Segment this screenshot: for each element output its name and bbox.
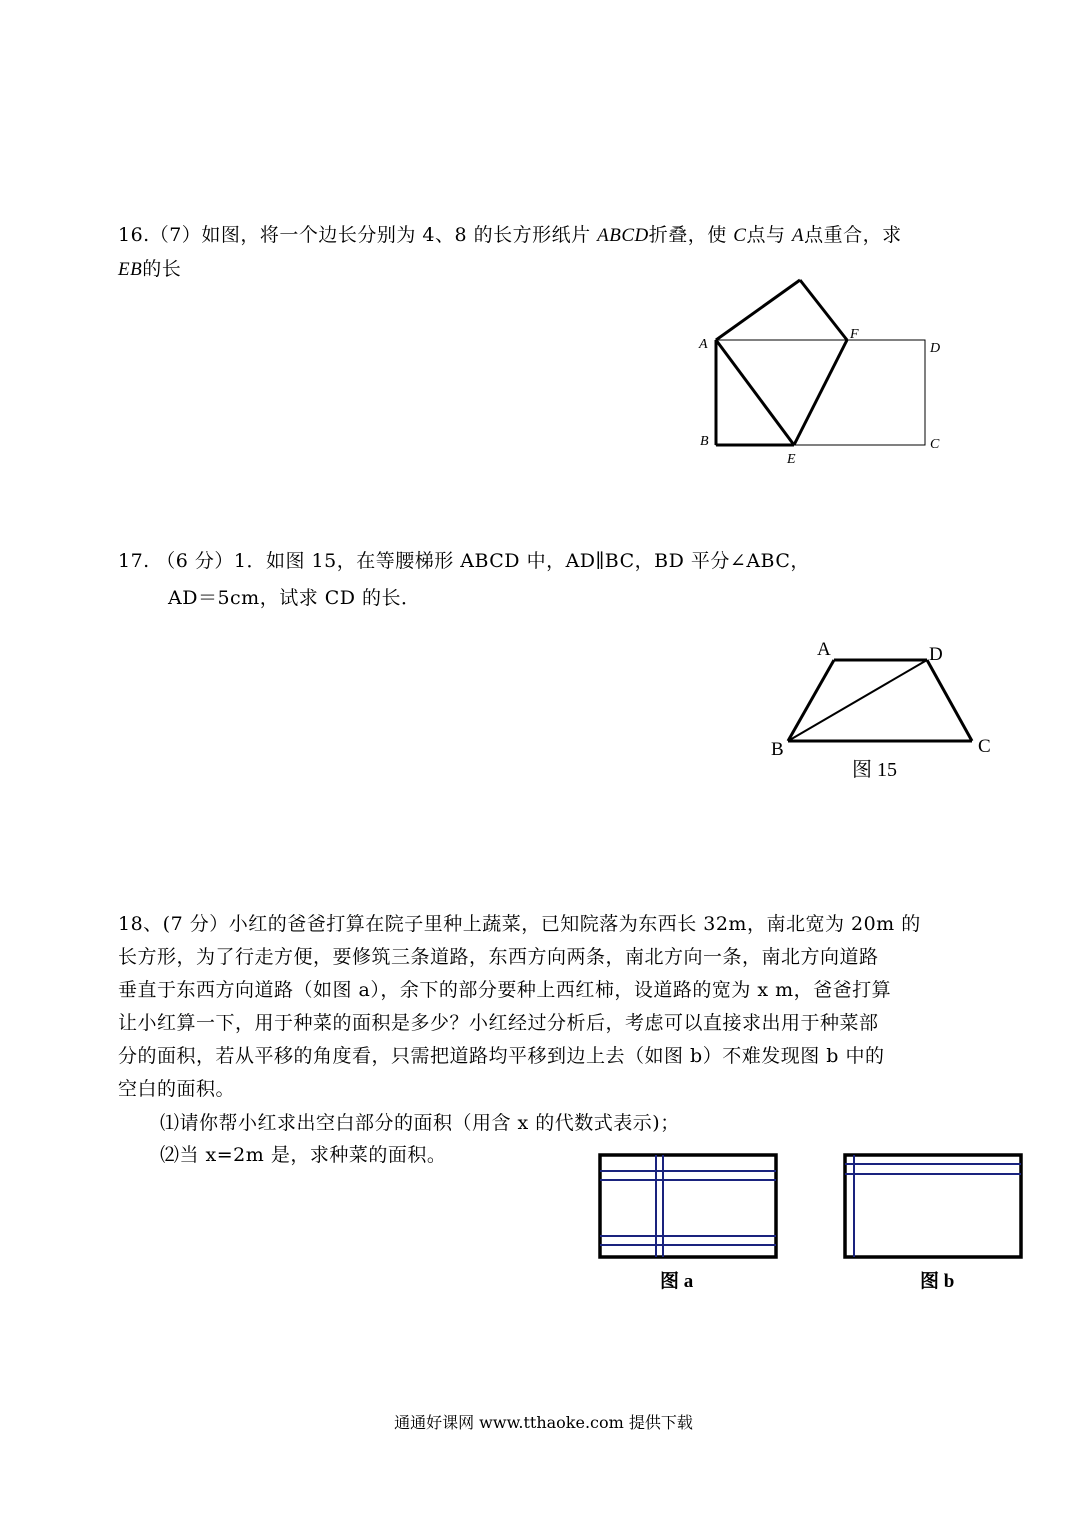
q16-score: （7）	[149, 224, 202, 246]
q16-text-part1: 如图，将一个边长分别为 4、8 的长方形纸片	[201, 224, 598, 246]
q16-line1	[118, 220, 902, 247]
label-c: C	[978, 736, 991, 757]
q18-line: 空白的面积。	[118, 1078, 236, 1100]
label-d: D	[930, 341, 941, 356]
q16-text-part4: 点重合，求	[804, 224, 902, 246]
figure-caption: 图 15	[852, 759, 897, 781]
q18-paragraph	[118, 908, 978, 1106]
caption-b: 图 b	[920, 1271, 955, 1292]
q16-line2	[118, 254, 181, 281]
q18-line: 让小红算一下，用于种菜的面积是多少？小红经过分析后，考虑可以直接求出用于种菜部	[118, 1012, 879, 1034]
yard-outline-b	[845, 1155, 1021, 1257]
q18-line: 长方形，为了行走方便，要修筑三条道路，东西方向两条，南北方向一条，南北方向道路	[118, 946, 879, 968]
label-a: A	[699, 337, 708, 352]
q18-sub1: ⑴请你帮小红求出空白部分的面积（用含 x 的代数式表示)；	[160, 1112, 680, 1134]
label-b: B	[771, 739, 784, 760]
q18-line: 垂直于东西方向道路（如图 a），余下的部分要种上西红柿，设道路的宽为 x m，爸爸打算	[118, 979, 892, 1001]
figure-b	[845, 1155, 1021, 1257]
q16-number: 16.	[118, 224, 150, 246]
label-e: E	[787, 452, 796, 467]
q16-segment: EB	[118, 259, 143, 280]
q16-point-a: A	[792, 225, 805, 246]
folded-edge-1	[716, 280, 800, 340]
q16-rect-name: ABCD	[597, 225, 649, 246]
q17-line2: AD＝5cm，试求 CD 的长．	[168, 587, 421, 609]
segment-ab	[788, 660, 834, 741]
q16-text-part5: 的长	[142, 258, 182, 280]
label-c: C	[930, 437, 940, 452]
segment-ae	[716, 340, 794, 445]
q16-point-c: C	[733, 225, 747, 246]
q18-line: 18、(7 分）小红的爸爸打算在院子里种上蔬菜，已知院落为东西长 32m，南北宽为 20m 的	[118, 913, 921, 935]
footer: 通通好课网 www.tthaoke.com 提供下载	[394, 1413, 693, 1432]
q18-line: 分的面积，若从平移的角度看，只需把道路均平移到边上去（如图 b）不难发现图 b 中的	[118, 1045, 885, 1067]
segment-bd	[788, 660, 927, 741]
folded-edge-2	[800, 280, 847, 340]
figure-a	[600, 1155, 776, 1257]
label-f: F	[850, 327, 859, 342]
q16-text-part3: 点与	[746, 224, 792, 246]
q16-figure	[690, 270, 960, 470]
label-a: A	[817, 639, 831, 660]
q18-figures	[590, 1145, 1030, 1305]
q17-line1: 17. （6 分）1．如图 15，在等腰梯形 ABCD 中，AD∥BC，BD 平分∠ABC，	[118, 550, 810, 572]
caption-a: 图 a	[660, 1271, 694, 1292]
segment-ef	[794, 340, 847, 445]
q17-figure	[760, 630, 1000, 790]
label-d: D	[929, 644, 943, 665]
q16-text-part2: 折叠，使	[648, 224, 734, 246]
label-b: B	[700, 434, 709, 449]
q18-sub2: ⑵当 x=2m 是，求种菜的面积。	[160, 1144, 447, 1166]
segment-cd	[927, 660, 972, 741]
